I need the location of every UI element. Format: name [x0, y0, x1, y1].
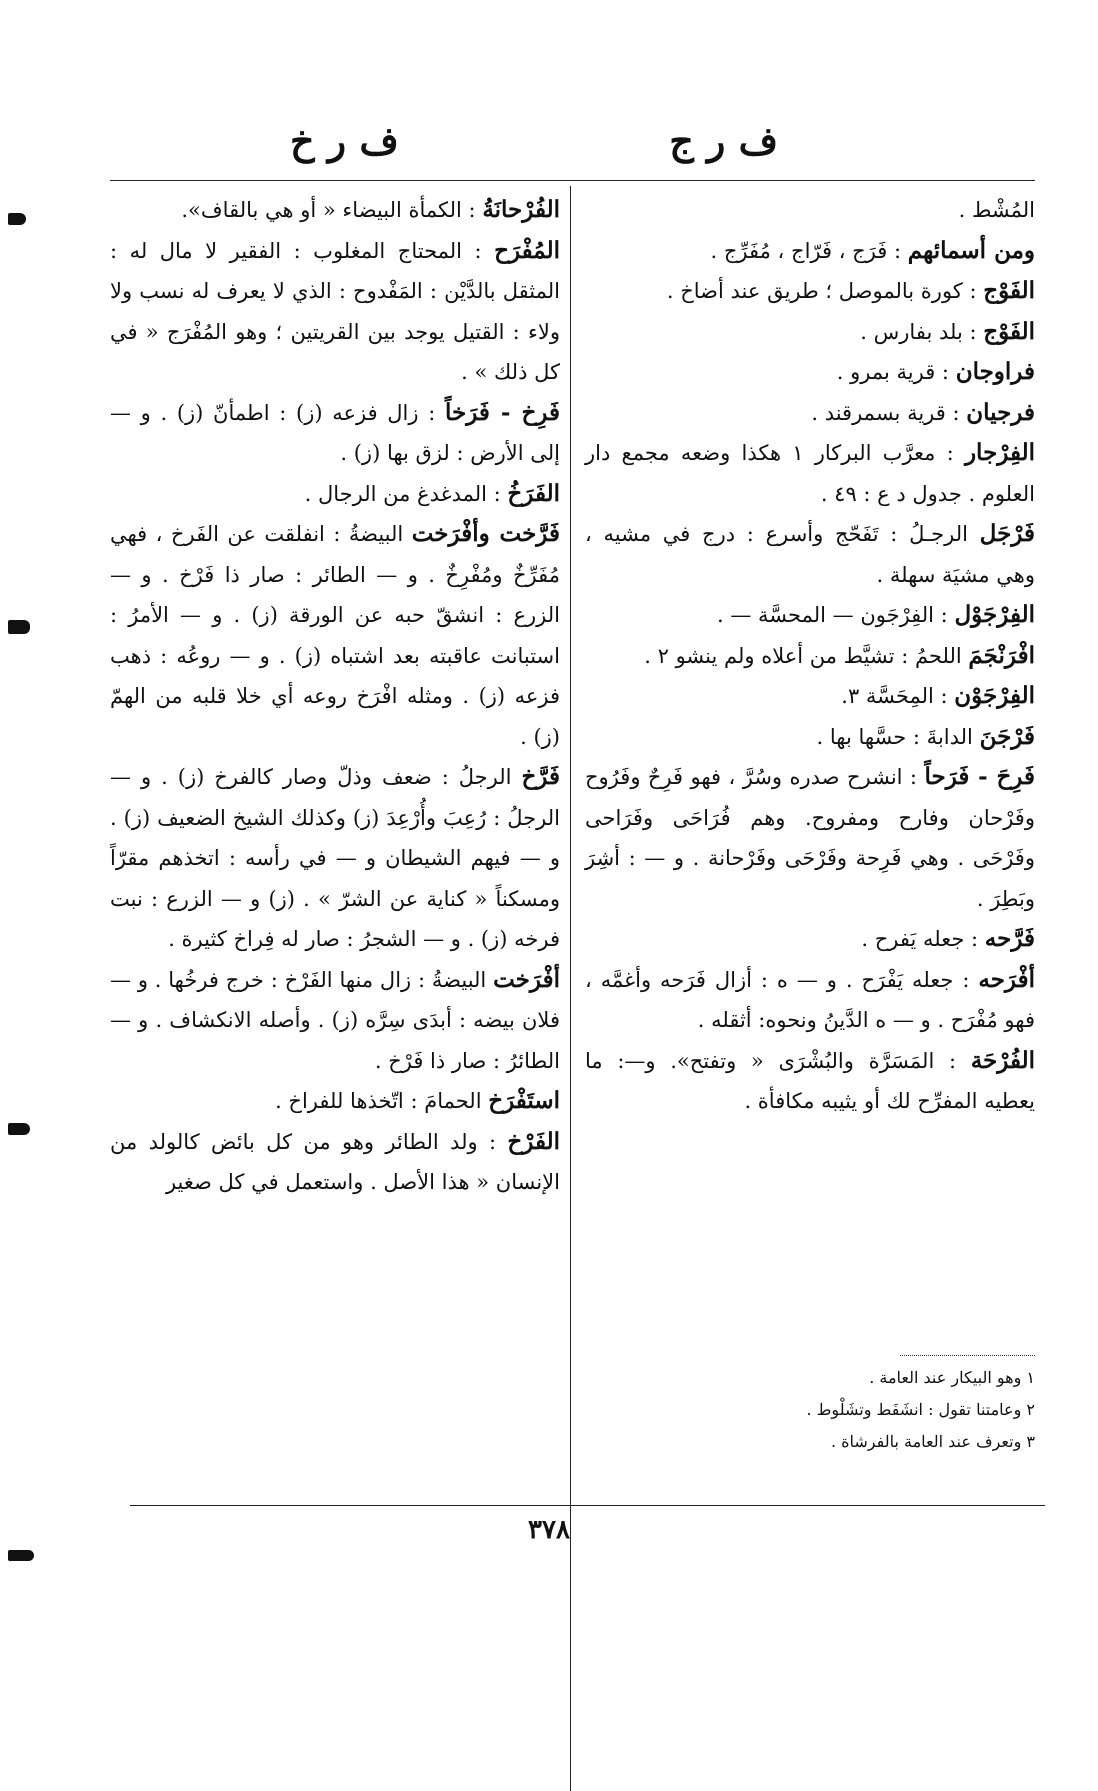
headword: فرجيان [966, 398, 1035, 426]
headword: ومن أسمائهم [907, 236, 1035, 264]
definition: الدابةَ : حسَّها بها . [816, 724, 973, 749]
left-column [110, 190, 560, 1203]
definition: الرجـلُ : تَفَحّج وأسرع : درج في مشيه ، وهي مشيَة سهلة . [585, 522, 1035, 587]
headword: فَرَّخت وأفْرَخت [411, 520, 560, 547]
definition: : ولد الطائر وهو من كل بائض كالولد من الإنسان « هذا الأصل . واستعمل في كل صغير [110, 1129, 560, 1194]
entry [110, 231, 560, 393]
footnote: ٢ وعامتنا تقول : انشَفَط وتشَلْوط . [806, 1400, 1035, 1419]
entry [585, 433, 1035, 514]
definition: : المَسَرَّة والبُشْرَى « وتفتح». و—: ما يعطيه المفرِّح لك أو يثيبه مكافأة . [585, 1048, 1035, 1113]
entry [110, 757, 560, 960]
entry [110, 393, 560, 474]
definition: : انشرح صدره وسُرَّ ، فهو فَرِحٌ وفَرُوح وفَرْحان وفارح ومفروح. وهم فُرَاحَى وفَرَاحى وفَرْحَى . وهي فَرِحة وفَرْحَى وفَرْحانة . و — : أشِرَ وبَطِرَ . [585, 765, 1035, 911]
entry [585, 352, 1035, 393]
definition: المُشْط . [958, 198, 1035, 222]
entry [110, 960, 560, 1082]
footnote: ١ وهو البيكار عند العامة . [869, 1368, 1035, 1387]
definition: : كورة بالموصل ؛ طريق عند أضاخ . [666, 279, 977, 303]
definition: الرجلُ : ضعف وذلّ وصار كالفرخ (ز) . و — الرجلُ : رُعِبَ وأُرْعِدَ (ز) وكذلك الشيخ الضعيف (ز) . و — فيهم الشيطان و — في رأسه : اتخذهم مقرّاً ومسكناً « كناية عن الشرّ » . (ز) و — الزرع : نبت فرخه (ز) . و — الشجرُ : صار له فِراخ كثيرة . [110, 765, 560, 951]
scan-margin-mark [8, 213, 26, 225]
scan-margin-mark [8, 1550, 34, 1561]
definition: : جعله يَفْرَح . و — ه : أزال فَرَحه وأغمَّه ، فهو مُفْرَح . و — ه الدَّينُ ونحوه: أثقله . [585, 967, 1035, 1032]
footnote: ٣ وتعرف عند العامة بالفرشاة . [830, 1432, 1035, 1451]
right-column-title: ف ر ج [669, 118, 778, 163]
footnote-rule [900, 1355, 1035, 1356]
headword: فَرْجَنَ [979, 722, 1035, 750]
headword: استَفْرَخ [488, 1087, 560, 1114]
headword: الفَرْخ [507, 1127, 560, 1155]
headword: افْرَنْجَمَ [968, 641, 1035, 669]
headword: فَرْجَل [979, 520, 1035, 547]
headword: المُفْرَح [494, 236, 560, 264]
entry [110, 514, 560, 757]
headword: الفَرَخُ [507, 479, 560, 507]
headword: أفْرَخت [493, 965, 560, 993]
definition: الحمامَ : اتّخذها للفراخ . [275, 1089, 482, 1113]
definition: : قرية بمرو . [836, 360, 949, 384]
scan-margin-mark [8, 620, 30, 634]
entry [110, 1122, 560, 1203]
headword: الفِرْجَوْل [954, 601, 1035, 628]
entry [585, 1041, 1035, 1122]
headword: الفَوْج [983, 317, 1035, 345]
definition: : بلد بفارس . [860, 319, 977, 344]
headword: فَرِخ - فَرَخاً [444, 398, 560, 426]
definition: : فَرَج ، فَرّاج ، مُفَرِّج . [710, 238, 902, 263]
entry [585, 717, 1035, 758]
definition: البيضةُ : انفلقت عن الفَرخ ، فهي مُفَرِّخٌ ومُفْرِخٌ . و — الطائر : صار ذا فَرْخ . و — الزرع : انشقّ حبه عن الورقة (ز) . و — الأمرُ : استبانت عاقبته بعد اشتباه (ز) . و — روعُه : ذهب فزعه (ز) . ومثله افْرَخ روعه أي خلا قلبه من الهمّ (ز) . [110, 522, 560, 749]
footnotes [585, 1362, 1035, 1458]
entry [585, 514, 1035, 595]
headword: الفِرْجَوْن [954, 682, 1035, 709]
entry [585, 190, 1035, 231]
definition: : قرية بسمرقند . [811, 400, 960, 425]
column-divider [570, 186, 571, 1791]
headword: فَرَّحه [984, 925, 1035, 952]
definition: : زال فزعه (ز) : اطمأنّ (ز) . و — إلى الأرض : لزق بها (ز) . [110, 400, 560, 465]
entry [585, 393, 1035, 434]
entry [110, 1081, 560, 1122]
headword: الفِرْجار [964, 439, 1036, 466]
headword: الفُرْحَة [970, 1046, 1035, 1074]
right-column [585, 190, 1035, 1122]
footer-rule [130, 1505, 1045, 1506]
entry [585, 231, 1035, 272]
definition: : معرَّب البركار ١ هكذا وضعه مجمع دار العلوم . جدول د ع : ٤٩ . [585, 441, 1035, 506]
headword: أفْرَحه [978, 965, 1035, 993]
scan-margin-mark [8, 1123, 30, 1135]
definition: : المدغدغ من الرجال . [304, 481, 501, 506]
entry [585, 676, 1035, 717]
headword: فَرِحَ - فَرَحاً [924, 763, 1035, 790]
definition: : المحتاج المغلوب : الفقير لا مال له : المثقل بالدَّيْن : المَفْدوح : الذي لا يعرف له نسب ولا ولاء : القتيل يوجد بين القريتين ؛ وهو المُفْرَج « في كل ذلك » . [110, 238, 560, 384]
entry [110, 474, 560, 515]
headword: فَرَّخ [521, 763, 560, 790]
entry [585, 636, 1035, 677]
headword: الفَوْج [983, 277, 1035, 304]
headword: فراوجان [955, 358, 1035, 385]
entry [585, 312, 1035, 353]
left-column-title: ف ر خ [290, 118, 399, 163]
entry [110, 190, 560, 231]
entry [585, 960, 1035, 1041]
definition: البيضةُ : زال منها الفَرْخ : خرج فرخُها . و — فلان بيضه : أبدَى سِرَّه (ز) . وأصله الانكشاف . و — الطائرُ : صار ذا فَرْخ . [110, 967, 560, 1073]
definition: : جعله يَفرح . [861, 927, 979, 951]
entry [585, 271, 1035, 312]
headword: الفُرْحانَةُ [482, 196, 560, 223]
entry [585, 757, 1035, 919]
definition: : الكمأة البيضاء « أو هي بالقاف». [181, 198, 476, 222]
entry [585, 919, 1035, 960]
definition: : المِحَسَّة ٣. [841, 684, 948, 708]
definition: : الفِرْجَون — المحسَّة — . [717, 603, 948, 627]
header-rule [110, 180, 1035, 181]
entry [585, 595, 1035, 636]
page-number: ٣٧٨ [528, 1515, 570, 1545]
definition: اللحمُ : تشيَّط من أعلاه ولم ينشو ٢ . [644, 643, 962, 668]
